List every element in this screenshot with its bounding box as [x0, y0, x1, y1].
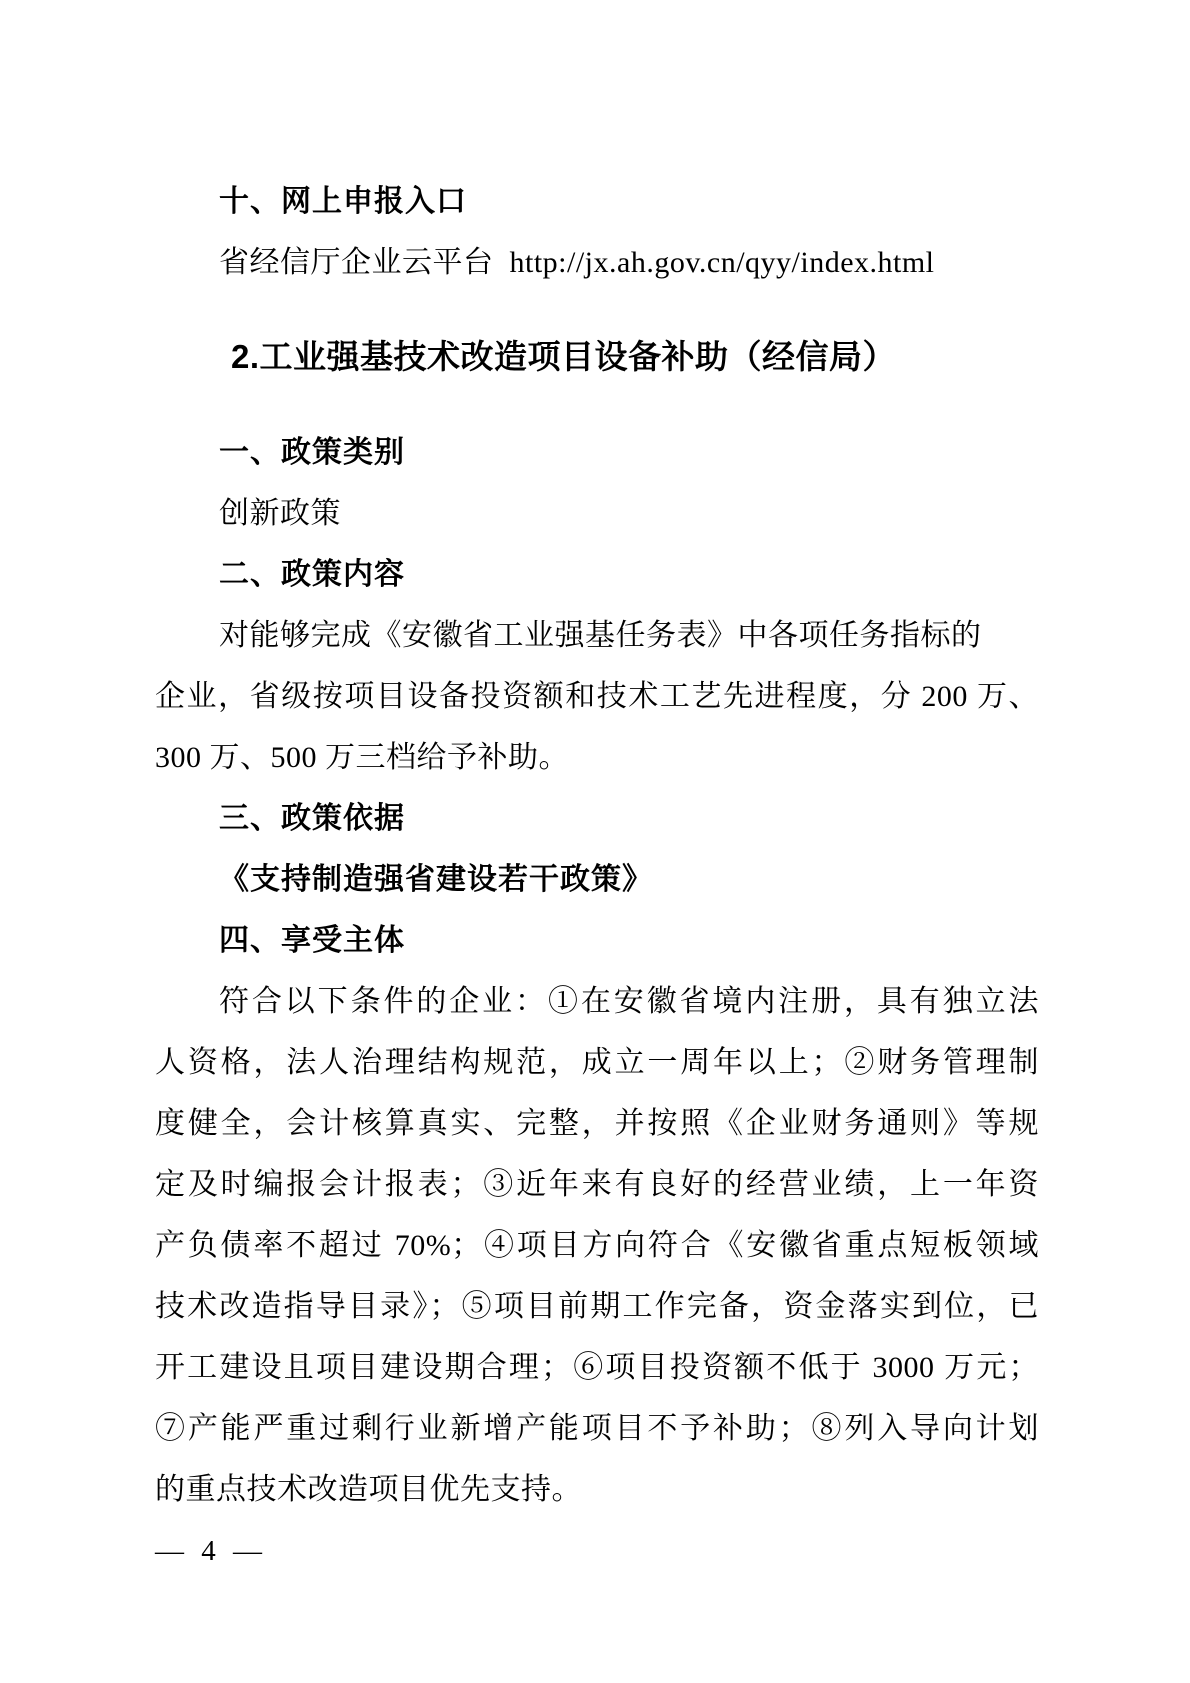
paragraph-beneficiary-line-9: 的重点技术改造项目优先支持。 [155, 1473, 582, 1506]
paragraph-policy-content-line-3: 300 万、500 万三档给予补助。 [155, 741, 569, 774]
paragraph-beneficiary-line-2: 人资格，法人治理结构规范，成立一周年以上；②财务管理制 [155, 1046, 1039, 1079]
text-policy-category: 创新政策 [219, 497, 341, 530]
platform-url-line: 省经信厅企业云平台 http://jx.ah.gov.cn/qyy/index.html [219, 246, 935, 279]
text-policy-basis: 《支持制造强省建设若干政策》 [219, 863, 653, 896]
paragraph-beneficiary-line-3: 度健全，会计核算真实、完整，并按照《企业财务通则》等规 [155, 1107, 1039, 1140]
chapter-title: 2.工业强基技术改造项目设备补助（经信局） [231, 338, 897, 375]
paragraph-policy-content-line-1: 对能够完成《安徽省工业强基任务表》中各项任务指标的 [219, 619, 982, 652]
heading-policy-content: 二、政策内容 [219, 558, 405, 591]
heading-beneficiary: 四、享受主体 [219, 924, 405, 957]
paragraph-beneficiary-line-7: 开工建设且项目建设期合理；⑥项目投资额不低于 3000 万元； [155, 1351, 1039, 1384]
heading-policy-basis: 三、政策依据 [219, 802, 405, 835]
heading-policy-category: 一、政策类别 [219, 436, 405, 469]
section-heading-online-entry: 十、网上申报入口 [219, 185, 467, 218]
paragraph-beneficiary-line-6: 技术改造指导目录》；⑤项目前期工作完备，资金落实到位，已 [155, 1290, 1039, 1323]
paragraph-beneficiary-line-4: 定及时编报会计报表；③近年来有良好的经营业绩，上一年资 [155, 1168, 1039, 1201]
paragraph-policy-content-line-2: 企业，省级按项目设备投资额和技术工艺先进程度，分 200 万、 [155, 680, 1039, 713]
page-number: — 4 — [155, 1535, 263, 1567]
paragraph-beneficiary-line-5: 产负债率不超过 70%；④项目方向符合《安徽省重点短板领域 [155, 1229, 1039, 1262]
paragraph-beneficiary-line-1: 符合以下条件的企业：①在安徽省境内注册，具有独立法 [219, 985, 1039, 1018]
paragraph-beneficiary-line-8: ⑦产能严重过剩行业新增产能项目不予补助；⑧列入导向计划 [155, 1412, 1039, 1445]
